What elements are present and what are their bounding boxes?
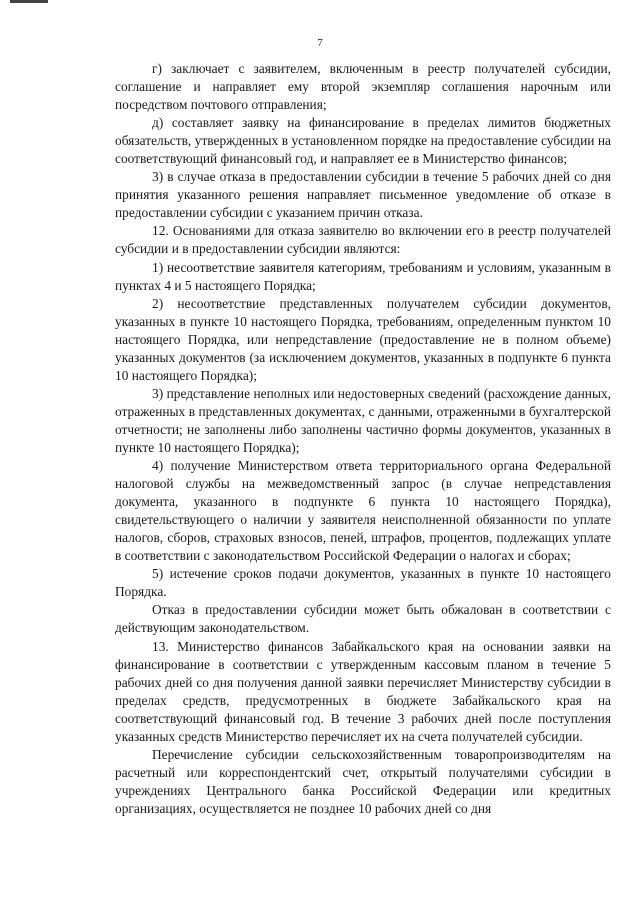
paragraph-ground-1: 1) несоответствие заявителя категориям, требованиям и условиям, указанным в пунктах 4 и 5 настоящего Порядка; xyxy=(115,259,611,293)
paragraph-section-13: 13. Министерство финансов Забайкальского края на основании заявки на финансирование в соответствии с утвержденным кассовым планом в течение 5 рабочих дней со дня получения данной заявки перечисляет Министерству субсидии в пределах средств, предусмотренных в бюджете Забайкальского края на соответствующий финансовый год. В течение 3 рабочих дней после поступления указанных средств Министерство перечисляет их на счета получателей субсидии. xyxy=(115,638,611,744)
paragraph-transfer: Перечисление субсидии сельскохозяйственным товаропроизводителям на расчетный или корреспондентский счет, открытый получателями субсидии в учреждениях Центрального банка Российской Федерации или кредитных организациях, осуществляется не позднее 10 рабочих дней со дня xyxy=(115,746,611,816)
paragraph-ground-2: 2) несоответствие представленных получателем субсидии документов, указанных в пункте 10 настоящего Порядка, требованиям, определенным пунктом 10 настоящего Порядка, или непредставление (предоставление не в полном объеме) указанных документов (за исключением документов, указанных в подпункте 6 пункта 10 настоящего Порядка); xyxy=(115,295,611,383)
document-body xyxy=(115,60,611,818)
paragraph-subitem-d: д) составляет заявку на финансирование в пределах лимитов бюджетных обязательств, утвержденных в установленном порядке на предоставление субсидии на соответствующий финансовый год, и направляет ее в Министерство финансов; xyxy=(115,115,611,167)
paragraph-ground-5: 5) истечение сроков подачи документов, указанных в пункте 10 настоящего Порядка. xyxy=(115,566,611,600)
paragraph-item-3-refusal-notice: 3) в случае отказа в предоставлении субсидии в течение 5 рабочих дней со дня принятия указанного решения направляет письменное уведомление об отказе в предоставлении субсидии с указанием причин отказа. xyxy=(115,169,611,221)
paragraph-ground-3: 3) представление неполных или недостоверных сведений (расхождение данных, отраженных в представленных документах, с данными, отраженными в бухгалтерской отчетности; не заполнены либо заполнены частично формы документов, указанных в пункте 10 настоящего Порядка); xyxy=(115,385,611,455)
scan-edge-mark xyxy=(10,0,48,3)
paragraph-subitem-g: г) заключает с заявителем, включенным в реестр получателей субсидии, соглашение и направляет ему второй экземпляр соглашения нарочным или посредством почтового отправления; xyxy=(115,61,611,113)
paragraph-ground-4: 4) получение Министерством ответа территориального органа Федеральной налоговой службы на межведомственный запрос (в случае непредставления документа, указанного в подпункте 6 пункта 10 настоящего Порядка), свидетельствующего о наличии у заявителя неисполненной обязанности по уплате налогов, сборов, страховых взносов, пеней, штрафов, процентов, подлежащих уплате в соответствии с законодательством Российской Федерации о налогах и сборах; xyxy=(115,458,611,564)
page-number: 7 xyxy=(317,37,323,49)
paragraph-section-12: 12. Основаниями для отказа заявителю во включении его в реестр получателей субсидии и в предоставлении субсидии являются: xyxy=(115,223,611,257)
paragraph-appeal: Отказ в предоставлении субсидии может быть обжалован в соответствии с действующим законодательством. xyxy=(115,602,611,636)
